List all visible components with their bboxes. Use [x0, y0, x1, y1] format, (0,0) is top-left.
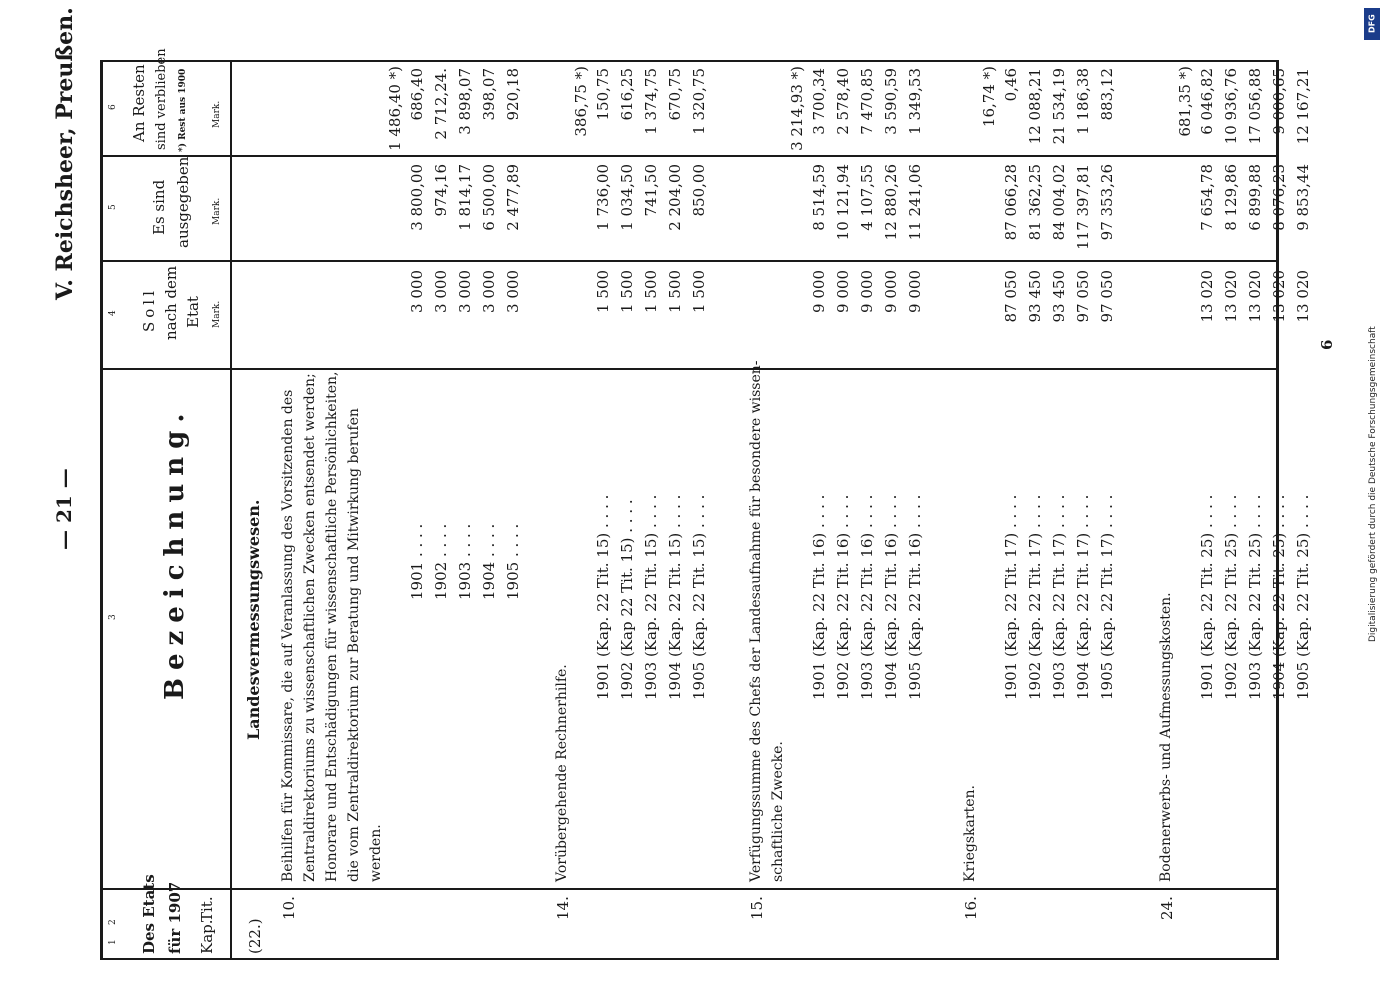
ausg-value: 7 654,78: [1198, 164, 1216, 231]
col-number-4: 4: [108, 310, 118, 316]
rest-value: 10 936,76: [1222, 68, 1240, 145]
ausg-header-2: ausgegeben: [174, 156, 192, 248]
rest-value: 1 320,75: [690, 68, 708, 135]
group-description: Kriegskarten.: [962, 785, 978, 882]
rest-header-2: sind verblieben: [154, 48, 169, 150]
ausg-value: 1 736,00: [594, 164, 612, 231]
rest-carryover: 16,74 *): [980, 66, 998, 128]
soll-value: 9 000: [906, 270, 924, 313]
row-label: 1904 (Kap. 22 Tit. 15) . . . .: [666, 494, 684, 700]
rest-value: 3 700,34: [810, 68, 828, 135]
rest-value: 3 590,59: [882, 68, 900, 135]
tit-number: 16.: [962, 896, 980, 920]
soll-value: 97 050: [1098, 270, 1116, 323]
row-label: 1905 (Kap. 22 Tit. 17) . . . .: [1098, 494, 1116, 700]
soll-value: 1 500: [690, 270, 708, 313]
rest-value: 686,40: [408, 68, 426, 121]
soll-value: 1 500: [642, 270, 660, 313]
soll-value: 9 000: [834, 270, 852, 313]
footer-mark: 6: [1318, 339, 1336, 350]
dfg-badge: DFG: [1364, 8, 1380, 40]
ausg-value: 117 397,81: [1074, 164, 1092, 250]
rest-value: 3 898,07: [456, 68, 474, 135]
row-label: 1905 (Kap. 22 Tit. 15) . . . .: [690, 494, 708, 700]
row-label: 1905 . . . .: [504, 523, 522, 600]
rest-value: 670,75: [666, 68, 684, 121]
group-description: schaftliche Zwecke.: [770, 741, 786, 882]
row-label: 1902 (Kap. 22 Tit. 17) . . . .: [1026, 494, 1044, 700]
tit-number: 15.: [748, 896, 766, 920]
col-number-5: 5: [108, 204, 118, 210]
soll-value: 9 000: [858, 270, 876, 313]
group-description: Zentraldirektoriums zu wissenschaftlichen Zwecken entsendet werden;: [302, 373, 318, 882]
group-description: werden.: [368, 824, 384, 882]
soll-value: 13 020: [1246, 270, 1264, 323]
col-number-2: 2: [108, 919, 118, 925]
soll-value: 13 020: [1222, 270, 1240, 323]
rest-value: 920,18: [504, 68, 522, 121]
row-label: 1901 (Kap. 22 Tit. 25) . . . .: [1198, 494, 1216, 700]
soll-value: 3 000: [504, 270, 522, 313]
soll-header-3: Etat: [184, 296, 202, 328]
section-title: Landesvermessungswesen.: [244, 499, 263, 740]
row-label: 1902 (Kap. 22 Tit. 25) . . . .: [1222, 494, 1240, 700]
rest-carryover: 3 214,93 *): [788, 66, 806, 151]
soll-value: 1 500: [594, 270, 612, 313]
bezeichnung-header: Bezeichnung.: [160, 405, 190, 700]
rest-value: 883,12: [1098, 68, 1116, 121]
group-description: Verfügungssumme des Chefs der Landesaufnahme für besondere wissen-: [748, 360, 764, 882]
soll-value: 13 020: [1270, 270, 1288, 323]
row-label: 1904 (Kap. 22 Tit. 16) . . . .: [882, 494, 900, 700]
rest-value: 6 046,82: [1198, 68, 1216, 135]
rest-value: 1 186,38: [1074, 68, 1092, 135]
kap-header: Kap.: [198, 919, 216, 954]
row-label: 1903 (Kap. 22 Tit. 25) . . . .: [1246, 494, 1264, 700]
running-head: V. Reichsheer, Preußen.: [52, 7, 78, 300]
group-description: Beihilfen für Kommissare, die auf Veranlassung des Vorsitzenden des: [280, 389, 296, 882]
soll-value: 87 050: [1002, 270, 1020, 323]
rest-value: 398,07: [480, 68, 498, 121]
ausg-value: 81 362,25: [1026, 164, 1044, 241]
row-label: 1902 (Kap. 22 Tit. 16) . . . .: [834, 494, 852, 700]
soll-unit: Mark.: [212, 300, 222, 328]
page-number: — 21 —: [52, 468, 76, 550]
row-label: 1901 . . . .: [408, 523, 426, 600]
rest-value: 21 534,19: [1050, 68, 1068, 145]
soll-value: 9 000: [810, 270, 828, 313]
group-description: Vorübergehende Rechnerhilfe.: [554, 664, 570, 882]
ausg-header-1: Es sind: [150, 179, 168, 235]
etat-header-line1: Des Etats: [140, 874, 158, 954]
col-sep-1: [100, 958, 1278, 960]
ausg-value: 12 880,26: [882, 164, 900, 241]
row-label: 1901 (Kap. 22 Tit. 17) . . . .: [1002, 494, 1020, 700]
group-description: Bodenerwerbs- und Aufmessungskosten.: [1158, 592, 1174, 882]
rest-value: 150,75: [594, 68, 612, 121]
rest-value: 9 000,65: [1270, 68, 1288, 135]
ausg-value: 2 204,00: [666, 164, 684, 231]
rest-value: 7 470,85: [858, 68, 876, 135]
soll-value: 13 020: [1294, 270, 1312, 323]
row-label: 1903 (Kap. 22 Tit. 16) . . . .: [858, 494, 876, 700]
rest-header-1: An Resten: [130, 64, 148, 142]
soll-value: 3 000: [408, 270, 426, 313]
ausg-value: 11 241,06: [906, 164, 924, 241]
row-label: 1903 . . . .: [456, 523, 474, 600]
ausg-value: 6 500,00: [480, 164, 498, 231]
ausg-value: 3 800,00: [408, 164, 426, 231]
ausg-value: 8 129,86: [1222, 164, 1240, 231]
rest-value: 12 167,21: [1294, 68, 1312, 145]
rest-value: 12 088,21: [1026, 68, 1044, 145]
row-label: 1902 . . . .: [432, 523, 450, 600]
col-number-6: 6: [108, 104, 118, 110]
digitization-credit: Digitalisierung gefördert durch die Deutsche Forschungsgemeinschaft: [1368, 326, 1378, 642]
row-label: 1905 (Kap. 22 Tit. 25) . . . .: [1294, 494, 1312, 700]
rest-value: 1 374,75: [642, 68, 660, 135]
ausg-value: 97 353,26: [1098, 164, 1116, 241]
soll-value: 1 500: [618, 270, 636, 313]
row-label: 1904 . . . .: [480, 523, 498, 600]
rest-value: 2 712,24.: [432, 68, 450, 140]
rest-carryover: 1 486,40 *): [386, 66, 404, 151]
ausg-value: 1 814,17: [456, 164, 474, 231]
ausg-value: 84 004,02: [1050, 164, 1068, 241]
ausg-value: 1 034,50: [618, 164, 636, 231]
soll-value: 93 450: [1026, 270, 1044, 323]
soll-value: 13 020: [1198, 270, 1216, 323]
table-top-rule: [100, 60, 103, 960]
soll-header-1: Soll: [140, 287, 158, 332]
soll-value: 3 000: [456, 270, 474, 313]
rest-header-3: *) Rest aus 1900: [178, 68, 188, 152]
soll-value: 93 450: [1050, 270, 1068, 323]
ausg-value: 8 076,23: [1270, 164, 1288, 231]
rest-value: 17 056,88: [1246, 68, 1264, 145]
row-label: 1902 (Kap 22 Tit. 15) . . . .: [618, 499, 636, 700]
ausg-value: 974,16: [432, 164, 450, 217]
soll-value: 1 500: [666, 270, 684, 313]
soll-value: 3 000: [432, 270, 450, 313]
col-number-3: 3: [108, 614, 118, 620]
ausg-value: 10 121,94: [834, 164, 852, 241]
rest-value: 1 349,53: [906, 68, 924, 135]
col-number-1: 1: [108, 939, 118, 945]
tit-header: Tit.: [198, 896, 216, 922]
ausg-value: 87 066,28: [1002, 164, 1020, 241]
col-sep-2: [100, 888, 1278, 890]
ausg-value: 6 899,88: [1246, 164, 1264, 231]
group-description: Honorare und Entschädigungen für wissenschaftliche Persönlichkeiten,: [324, 371, 340, 882]
ausg-value: 8 514,59: [810, 164, 828, 231]
tit-number: 24.: [1158, 896, 1176, 920]
ausg-value: 2 477,89: [504, 164, 522, 231]
row-label: 1903 (Kap. 22 Tit. 15) . . . .: [642, 494, 660, 700]
rest-carryover: 386,75 *): [572, 66, 590, 137]
col-sep-6: [100, 60, 1278, 62]
soll-value: 3 000: [480, 270, 498, 313]
ausg-value: 741,50: [642, 164, 660, 217]
rest-value: 616,25: [618, 68, 636, 121]
etat-header-line2: für 1907: [166, 881, 184, 954]
row-label: 1901 (Kap. 22 Tit. 16) . . . .: [810, 494, 828, 700]
group-description: die vom Zentraldirektorium zur Beratung und Mitwirkung berufen: [346, 408, 362, 882]
rest-value: 2 578,40: [834, 68, 852, 135]
ausg-value: 9 853,44: [1294, 164, 1312, 231]
rest-carryover: 681,35 *): [1176, 66, 1194, 137]
kap-value: (22.): [246, 918, 264, 954]
ausg-unit: Mark.: [212, 197, 222, 225]
ausg-value: 4 107,55: [858, 164, 876, 231]
row-label: 1901 (Kap. 22 Tit. 15) . . . .: [594, 494, 612, 700]
row-label: 1904 (Kap. 22 Tit. 25) . . . .: [1270, 494, 1288, 700]
rest-value: 0,46: [1002, 68, 1020, 102]
tit-number: 10.: [280, 896, 298, 920]
row-label: 1903 (Kap. 22 Tit. 17) . . . .: [1050, 494, 1068, 700]
soll-value: 97 050: [1074, 270, 1092, 323]
header-bottom-rule: [230, 60, 232, 960]
rest-unit: Mark.: [212, 100, 222, 128]
row-label: 1905 (Kap. 22 Tit. 16) . . . .: [906, 494, 924, 700]
soll-value: 9 000: [882, 270, 900, 313]
soll-header-2: nach dem: [162, 265, 180, 340]
ausg-value: 850,00: [690, 164, 708, 217]
row-label: 1904 (Kap. 22 Tit. 17) . . . .: [1074, 494, 1092, 700]
tit-number: 14.: [554, 896, 572, 920]
